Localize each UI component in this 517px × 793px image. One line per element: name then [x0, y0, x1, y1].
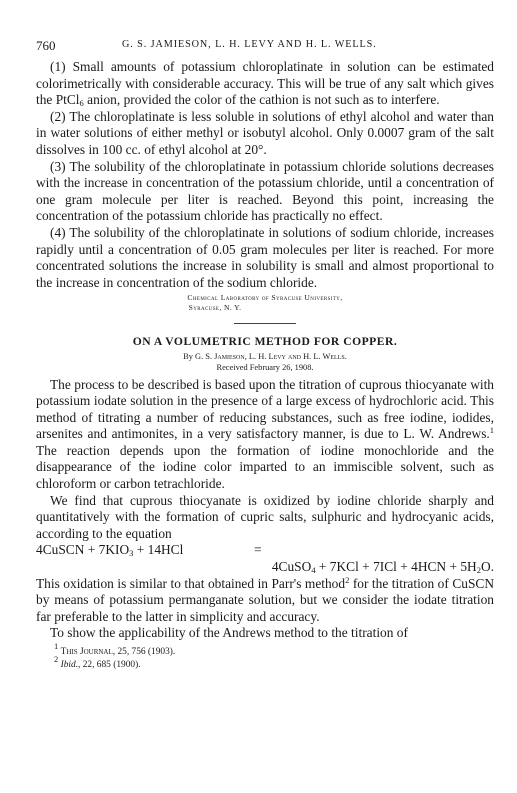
conclusion-1: (1) Small amounts of potassium chloroplatinate in solution can be estimated colorimetrically with considerable accuracy. This will be true of any salt which gives the PtCl$_6$ anion, provided the color of the cathion is not such as to interfere. — [36, 59, 494, 109]
conclusion-3: (3) The solubility of the chloroplatinate in potassium chloride solutions decreases with the increase in concentration of the potassium chloride, until a concentration of one gram molecule per liter is reached. Beyond this point, increasing the concentration of the potassium chloride has practically no effect. — [36, 158, 494, 224]
body-paragraph-3: This oxidation is similar to that obtained in Parr's method$^2$ for the titration of CuSCN by means of potassium permanganate solution, but we consider the iodate titration far preferable to the latter in simplicity and accuracy. — [36, 574, 494, 624]
article-title: ON A VOLUMETRIC METHOD FOR COPPER. — [132, 334, 398, 348]
article-byline: By G. S. Jamieson, L. H. Levy and H. L. Wells. — [183, 351, 347, 361]
affiliation-line-1: Chemical Laboratory of Syracuse University, — [187, 293, 343, 303]
received-date: Received February 26, 1908. — [216, 362, 314, 372]
article-authors: G. S. Jamieson, L. H. Levy and H. L. Wells. — [195, 351, 347, 361]
body-paragraph-4: To show the applicability of the Andrews method to the titration of — [50, 625, 408, 641]
footnote-ref-1: 1 — [489, 425, 494, 436]
affiliation — [36, 293, 494, 312]
page-content — [36, 59, 494, 671]
footnote-ref-2: 2 — [345, 574, 350, 585]
footnote-2: $^2$ Ibid., 22, 685 (1900). — [54, 653, 141, 670]
page-header — [36, 38, 493, 54]
equation-lhs: 4CuSCN + $7KIO_3 + 14HCl$ = — [36, 542, 262, 559]
page-number: 760 — [36, 38, 56, 53]
equation-rhs: 4CuSO$_4$ + $7KCl + 7ICl + 4HCN + 5H_2O$. — [271, 559, 494, 576]
conclusion-2: (2) The chloroplatinate is less soluble in solutions of ethyl alcohol and water than in water solutions of either methyl or isobutyl alcohol. Only 0.0007 gram of the salt dissolves in 100 cc. of ethyl alcohol at 20°. — [36, 108, 494, 157]
conclusion-4: (4) The solubility of the chloroplatinate in solutions of sodium chloride, increases rapidly until a concentration of 0.05 gram molecules per liter is reached. For more concentrated solutions the increase in solubility is small and almost proportional to the increase in concentration of the sodium chloride. — [36, 224, 494, 290]
section-divider — [234, 323, 296, 324]
running-title: G. S. JAMIESON, L. H. LEVY AND H. L. WELLS. — [122, 39, 377, 50]
footnotes — [36, 641, 494, 671]
body-paragraph-1: The process to be described is based upon the titration of cuprous thiocyanate with potassium iodate solution in the presence of a large excess of hydrochloric acid. This method of titrating a number of reducing substances, such as free iodine, iodides, arsenites and antimonites, in a very satisfactory manner, is due to L. W. Andrews.$^1$ The reaction depends upon the formation of iodine monochloride and the disappearance of the iodine color imparted to an immiscible solvent, such as chloroform or carbon tetrachloride. — [36, 376, 494, 492]
body-paragraph-2: We find that cuprous thiocyanate is oxidized by iodine chloride sharply and quantitatively with the formation of cupric salts, sulphuric and hydrocyanic acids, according to the equation — [36, 492, 494, 541]
footnote-1: $^1$ This Journal, 25, 756 (1903). — [54, 641, 176, 657]
equation-equals: = — [254, 542, 262, 558]
affiliation-line-2: Syracuse, N. Y. — [188, 302, 242, 312]
